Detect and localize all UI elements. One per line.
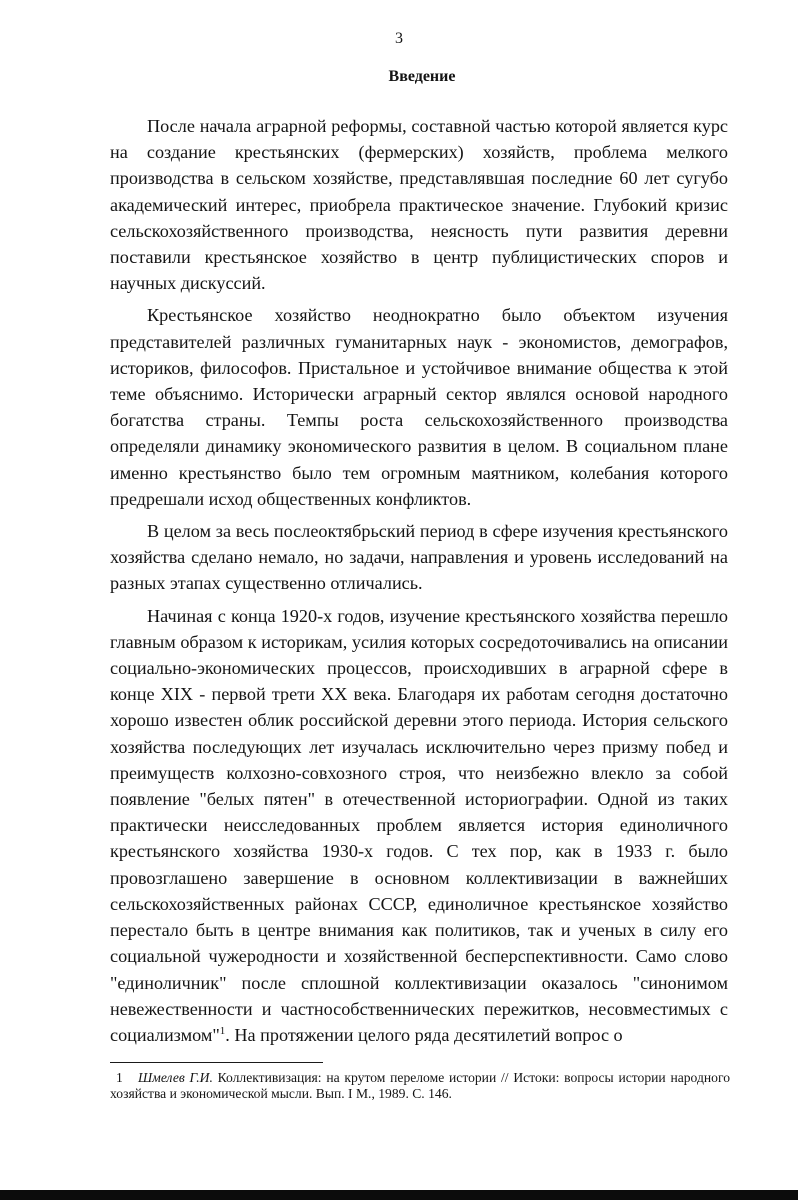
paragraph-4-text: Начиная с конца 1920-х годов, изучение крестьянского хозяйства перешло главным образом к историкам, усилия которых сосредоточивались на описании социально-экономических процессов, происходивших в аграрной сфере в конце XIX - первой трети XX века. Благодаря их работам сегодня достаточно хорошо известен облик российской деревни этого периода. История сельского хозяйства последующих лет изучалась исключительно через призму побед и преимуществ колхозно-совхозного строя, что неизбежно влекло за собой появление "белых пятен" в отечественной историографии. Одной из таких практически неисследованных проблем является история единоличного крестьянского хозяйства 1930-х годов. С тех пор, как в 1933 г. было провозглашено завершение в основном коллективизации в важнейших сельскохозяйственных районах СССР, единоличное крестьянское хозяйство перестало быть в центре внимания как политиков, так и ученых в силу его социальной чужеродности и хозяйственной бесперспективности. Само слово "единоличник" после сплошной коллективизации оказалось "синонимом невежественности и частнособственнических пережитков, несовместимых с социализмом" <box>110 605 728 1045</box>
footnote <box>110 1070 730 1101</box>
body-text <box>110 113 728 1048</box>
paragraph-4 <box>110 603 728 1048</box>
paragraph-2: Крестьянское хозяйство неоднократно было объектом изучения представителей различных гуманитарных наук - экономистов, демографов, историков, философов. Пристальное и устойчивое внимание общества к этой теме объяснимо. Исторически аграрный сектор являлся основой народного богатства страны. Темпы роста сельскохозяйственного производства определяли динамику экономического развития в целом. В социальном плане именно крестьянство было тем огромным маятником, колебания которого предрешали исход общественных конфликтов. <box>110 305 728 509</box>
paragraph-3: В целом за весь послеоктябрьский период в сфере изучения крестьянского хозяйства сделано немало, но задачи, направления и уровень исследований на разных этапах существенно отличались. <box>110 521 728 594</box>
footnote-marker: 1 <box>116 1070 123 1085</box>
page-number: 3 <box>395 30 403 47</box>
paragraph-4-text-after: . На протяжении целого ряда десятилетий вопрос о <box>225 1024 623 1045</box>
scan-bottom-edge <box>0 1190 798 1200</box>
footnote-author: Шмелев Г.И. <box>138 1070 213 1085</box>
footnote-reference: 1 <box>219 1024 226 1037</box>
paragraph-1: После начала аграрной реформы, составной частью которой является курс на создание крестьянских (фермерских) хозяйств, проблема мелкого производства в сельском хозяйстве, представлявшая последние 60 лет сугубо академический интерес, приобрела практическое значение. Глубокий кризис сельскохозяйственного производства, неясность пути развития деревни поставили крестьянское хозяйство в центр публицистических споров и научных дискуссий. <box>110 116 728 294</box>
footnote-divider <box>110 1062 323 1063</box>
section-heading: Введение <box>388 68 456 85</box>
footnote-text: Коллективизация: на крутом переломе истории // Истоки: вопросы истории народного хозяйства и экономической мысли. Вып. I М., 1989. С. 146. <box>110 1070 730 1101</box>
